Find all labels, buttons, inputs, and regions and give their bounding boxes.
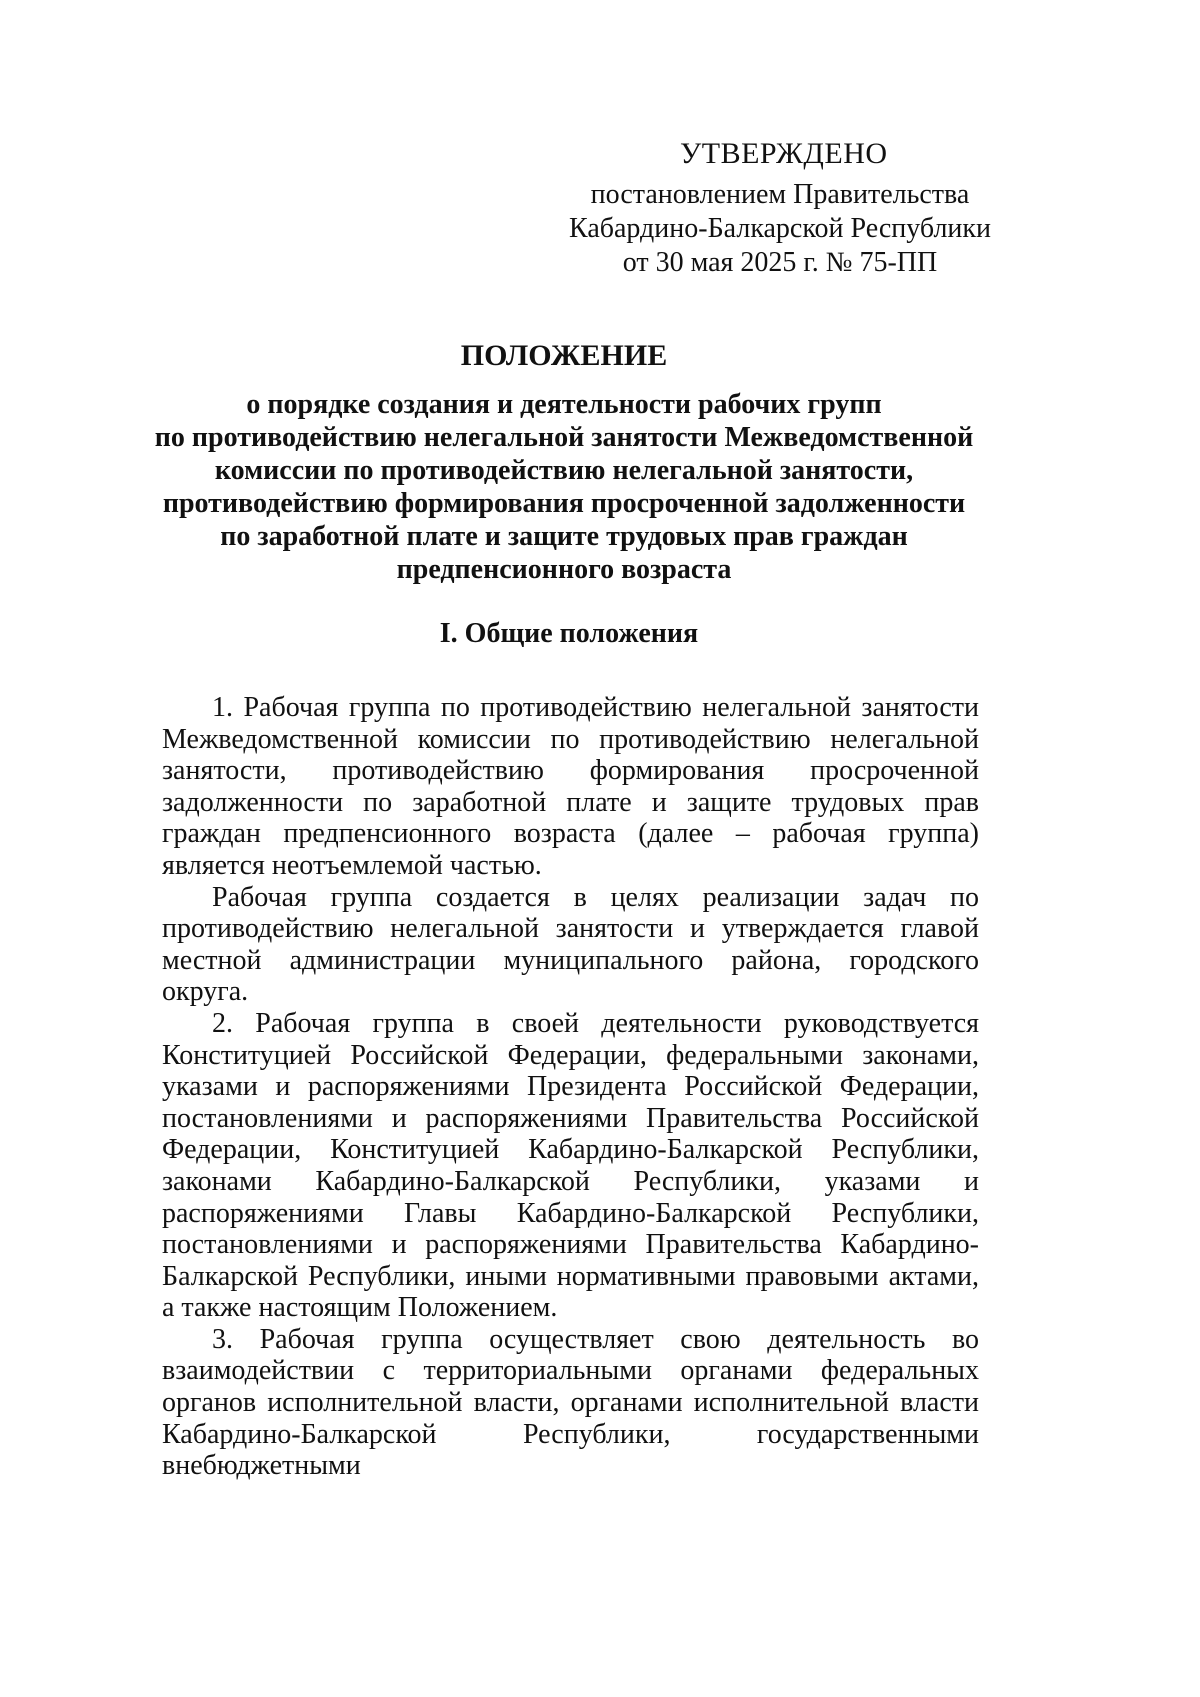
subtitle-line: комиссии по противодействию нелегальной занятости,: [214, 455, 914, 486]
approval-line: от 30 мая 2025 г. № 75-ПП: [622, 247, 938, 278]
approval-line: Кабардино-Балкарской Республики: [569, 213, 991, 244]
subtitle-line: предпенсионного возраста: [396, 554, 732, 585]
paragraph: 2. Рабочая группа в своей деятельности руководствуется Конституцией Российской Федерации, федеральными законами, указами и распоряжениями Президента Российской Федерации, постановлениями и распоряжениями Правительства Российской Федерации, Конституцией Кабардино-Балкарской Республики, законами Кабардино-Балкарской Республики, указами и распоряжениями Главы Кабардино-Балкарской Республики, постановлениями и распоряжениями Правительства Кабардино-Балкарской Республики, иными нормативными правовыми актами, а также настоящим Положением.: [162, 1007, 979, 1324]
subtitle-line: о порядке создания и деятельности рабочих групп: [246, 389, 882, 420]
paragraph: Рабочая группа создается в целях реализации задач по противодействию нелегальной занятости и утверждается главой местной администрации муниципального района, городского округа.: [162, 881, 979, 1008]
approval-line: постановлением Правительства: [590, 179, 970, 210]
paragraph: 1. Рабочая группа по противодействию нелегальной занятости Межведомственной комиссии по противодействию нелегальной занятости, противодействию формирования просроченной задолженности по заработной плате и защите трудовых прав граждан предпенсионного возраста (далее – рабочая группа) является неотъемлемой частью.: [162, 692, 979, 881]
section-heading: I. Общие положения: [439, 618, 699, 649]
subtitle-line: противодействию формирования просроченной задолженности: [162, 488, 966, 519]
approval-details: [560, 178, 1000, 280]
document-body: [162, 692, 979, 1482]
document-subtitle: [0, 388, 1128, 586]
subtitle-line: по заработной плате и защите трудовых прав граждан: [220, 521, 908, 552]
subtitle-line: по противодействию нелегальной занятости Межведомственной: [154, 422, 974, 453]
approval-stamp-title: УТВЕРЖДЕНО: [680, 137, 888, 170]
document-title: ПОЛОЖЕНИЕ: [460, 339, 668, 372]
paragraph: 3. Рабочая группа осуществляет свою деятельность во взаимодействии с территориальными органами федеральных органов исполнительной власти, органами исполнительной власти Кабардино-Балкарской Республики, государственными внебюджетными: [162, 1323, 979, 1482]
